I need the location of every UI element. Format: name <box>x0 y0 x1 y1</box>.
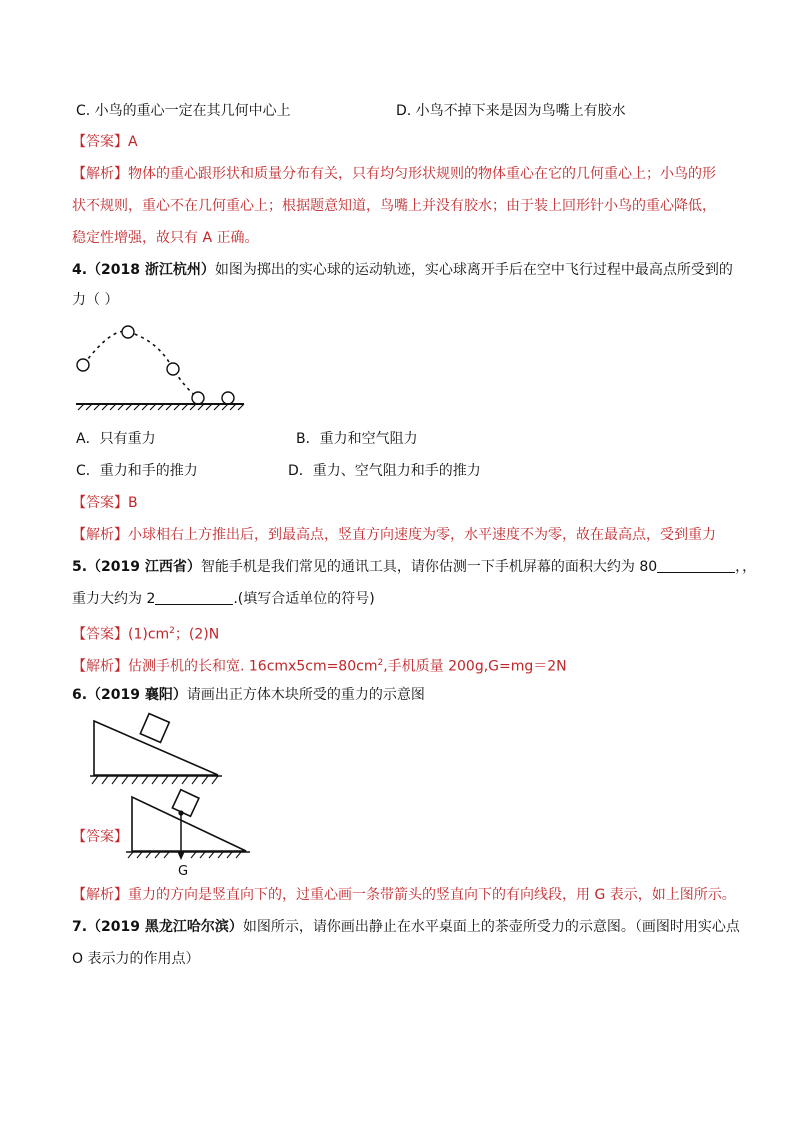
incline-block-figure <box>90 718 225 788</box>
q5-stem-2b: .(填写合适单位的符号) <box>233 591 375 607</box>
analysis-line-3: 稳定性增强，故只有 A 正确。 <box>72 230 259 246</box>
ball-trajectory-figure <box>72 322 252 412</box>
gravity-label: G <box>178 864 189 879</box>
q6-analysis-label: 【解析】 <box>72 887 128 903</box>
analysis-label: 【解析】 <box>72 166 128 182</box>
q4-analysis-text: 小球相右上方推出后，到最高点，竖直方向速度为零，水平速度不为零，故在最高点，受到重力 <box>128 527 716 543</box>
q5-blank-2[interactable] <box>155 590 233 605</box>
q5-answer-a: (1)cm <box>128 626 170 643</box>
q6-stem: 请画出正方体木块所受的重力的示意图 <box>186 687 425 703</box>
q7-stem-line-2: O 表示力的作用点） <box>72 951 200 967</box>
q7-stem-line-1 <box>72 917 740 937</box>
analysis-line-2: 状不规则，重心不在几何重心上；根据题意知道，鸟嘴上并没有胶水；由于装上回形针小鸟的重心降低， <box>72 198 716 214</box>
q5-analysis-b: ,手机质量 200g,G=mg＝2N <box>383 658 567 675</box>
q5-prefix: 5.（2019 江西省） <box>72 559 201 575</box>
analysis-line-1 <box>72 164 716 184</box>
q7-stem: 如图所示，请你画出静止在水平桌面上的茶壶所受力的示意图。（画图时用实心点 <box>242 919 740 935</box>
analysis-text: 物体的重心跟形状和质量分布有关，只有均匀形状规则的物体重心在它的几何重心上；小鸟的形 <box>128 166 716 182</box>
q4-stem-line-2: 力（ ） <box>72 292 119 308</box>
q5-analysis-a: 估测手机的长和宽. 16cmx5cm=80cm <box>128 658 378 675</box>
q6-analysis-text: 重力的方向是竖直向下的，过重心画一条带箭头的竖直向下的有向线段，用 G 表示，如上图所示。 <box>128 887 736 903</box>
incline-gravity-answer-figure <box>126 793 256 883</box>
answer-label: 【答案】 <box>72 134 128 150</box>
q4-option-c: C．重力和手的推力 <box>76 463 198 479</box>
q4-analysis-label: 【解析】 <box>72 527 128 543</box>
q5-answer-b: ；(2)N <box>174 626 220 643</box>
q5-analysis-sup: 2 <box>377 658 384 668</box>
q4-option-b: B．重力和空气阻力 <box>296 431 418 447</box>
q6-analysis-line <box>72 885 736 905</box>
q4-stem: 如图为掷出的实心球的运动轨迹，实心球离开手后在空中飞行过程中最高点所受到的 <box>214 262 733 278</box>
q5-stem-2a: 重力大约为 2 <box>72 591 156 607</box>
q5-analysis-label: 【解析】 <box>72 658 128 675</box>
q4-answer-line <box>72 493 138 513</box>
q4-analysis-line <box>72 525 716 545</box>
q4-prefix: 4.（2018 浙江杭州） <box>72 262 215 278</box>
q5-stem-b: ，， <box>735 559 757 575</box>
answer-line <box>72 132 138 152</box>
q4-stem-line-1 <box>72 260 733 280</box>
q5-blank-1[interactable] <box>657 558 735 573</box>
q6-prefix: 6.（2019 襄阳） <box>72 687 187 703</box>
option-d: D. 小鸟不掉下来是因为鸟嘴上有胶水 <box>396 103 626 119</box>
answer-value: A <box>128 134 138 150</box>
q4-answer-value: B <box>128 495 138 511</box>
q4-answer-label: 【答案】 <box>72 495 128 511</box>
q5-answer-line <box>72 621 219 645</box>
q5-analysis-line <box>72 653 567 677</box>
q4-option-a: A．只有重力 <box>76 431 156 447</box>
option-c: C. 小鸟的重心一定在其几何中心上 <box>76 103 291 119</box>
q5-answer-sup: 2 <box>169 626 175 636</box>
q4-option-d: D．重力、空气阻力和手的推力 <box>288 463 481 479</box>
q5-stem-line-2 <box>72 589 375 609</box>
q6-stem-line <box>72 685 425 705</box>
q7-prefix: 7.（2019 黑龙江哈尔滨） <box>72 919 243 935</box>
q6-answer-label: 【答案】 <box>72 829 128 845</box>
q5-stem-line-1 <box>72 557 756 577</box>
q5-stem-a: 智能手机是我们常见的通讯工具，请你估测一下手机屏幕的面积大约为 80 <box>200 559 658 575</box>
q5-answer-label: 【答案】 <box>72 626 128 643</box>
